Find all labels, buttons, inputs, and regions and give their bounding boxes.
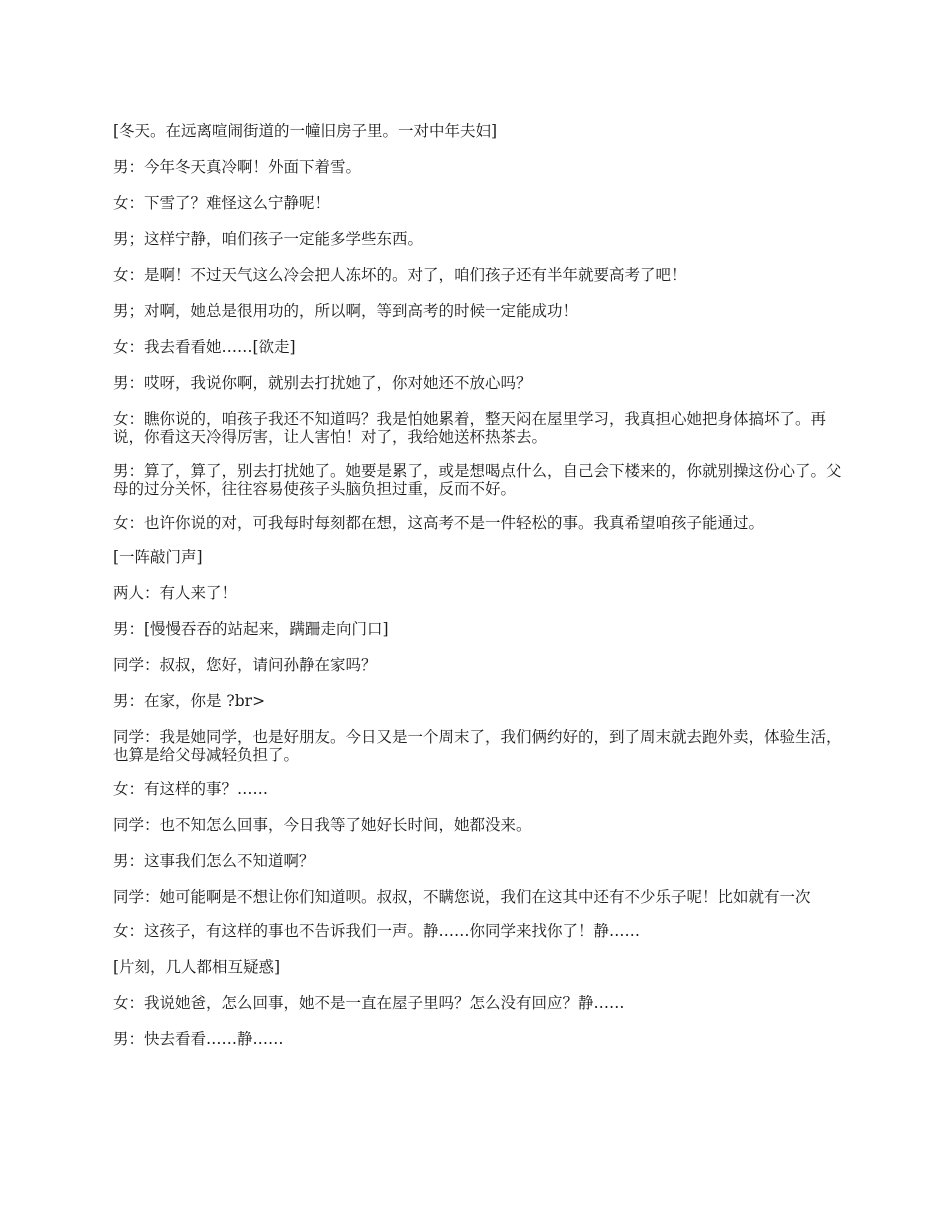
dialogue-line: 女：是啊！不过天气这么冷会把人冻坏的。对了，咱们孩子还有半年就要高考了吧！ [113,266,687,284]
dialogue-line: 同学：她可能啊是不想让你们知道呗。叔叔，不瞒您说，我们在这其中还有不少乐子呢！比如就有一次 [113,888,811,906]
dialogue-line: 男：在家，你是 ?br> [113,692,266,710]
dialogue-line: 男：快去看看……静…… [113,1030,284,1048]
dialogue-line: 同学：也不知怎么回事，今日我等了她好长时间，她都没来。 [113,816,532,834]
stage-direction: [冬天。在远离喧闹街道的一幢旧房子里。一对中年夫妇] [113,122,498,140]
document-body [113,122,843,1066]
dialogue-line: 女：下雪了？难怪这么宁静呢！ [113,194,331,212]
dialogue-line: 女：这孩子，有这样的事也不告诉我们一声。静……你同学来找你了！静…… [113,922,641,940]
dialogue-line: 男：今年冬天真冷啊！外面下着雪。 [113,158,362,176]
dialogue-line: 女：瞧你说的，咱孩子我还不知道吗？我是怕她累着，整天闷在屋里学习，我真担心她把身体搞坏了。再说，你看这天冷得厉害，让人害怕！对了，我给她送杯热茶去。 [113,410,827,446]
stage-direction: [片刻，几人都相互疑惑] [113,958,281,976]
dialogue-line: 男；这样宁静，咱们孩子一定能多学些东西。 [113,230,424,248]
dialogue-line: 女：也许你说的对，可我每时每刻都在想，这高考不是一件轻松的事。我真希望咱孩子能通过。 [113,514,765,532]
dialogue-line: 两人：有人来了！ [113,584,238,602]
stage-direction: [一阵敲门声] [113,548,203,566]
dialogue-line: 男：[慢慢吞吞的站起来，蹒跚走向门口] [113,620,389,638]
dialogue-line: 女：我说她爸，怎么回事，她不是一直在屋子里吗？怎么没有回应？静…… [113,994,625,1012]
dialogue-line: 同学：我是她同学，也是好朋友。今日又是一个周末了，我们俩约好的，到了周末就去跑外卖，体验生活，也算是给父母减轻负担了。 [113,728,842,764]
dialogue-line: 男：算了，算了，别去打扰她了。她要是累了，或是想喝点什么，自己会下楼来的，你就别操这份心了。父母的过分关怀，往往容易使孩子头脑负担过重，反而不好。 [113,462,842,498]
dialogue-line: 女：我去看看她……[欲走] [113,338,296,356]
dialogue-line: 男：这事我们怎么不知道啊？ [113,852,315,870]
dialogue-line: 女：有这样的事？…… [113,780,269,798]
dialogue-line: 男：哎呀，我说你啊，就别去打扰她了，你对她还不放心吗？ [113,374,532,392]
dialogue-line: 男；对啊，她总是很用功的，所以啊，等到高考的时候一定能成功！ [113,302,579,320]
dialogue-line: 同学：叔叔，您好，请问孙静在家吗？ [113,656,377,674]
